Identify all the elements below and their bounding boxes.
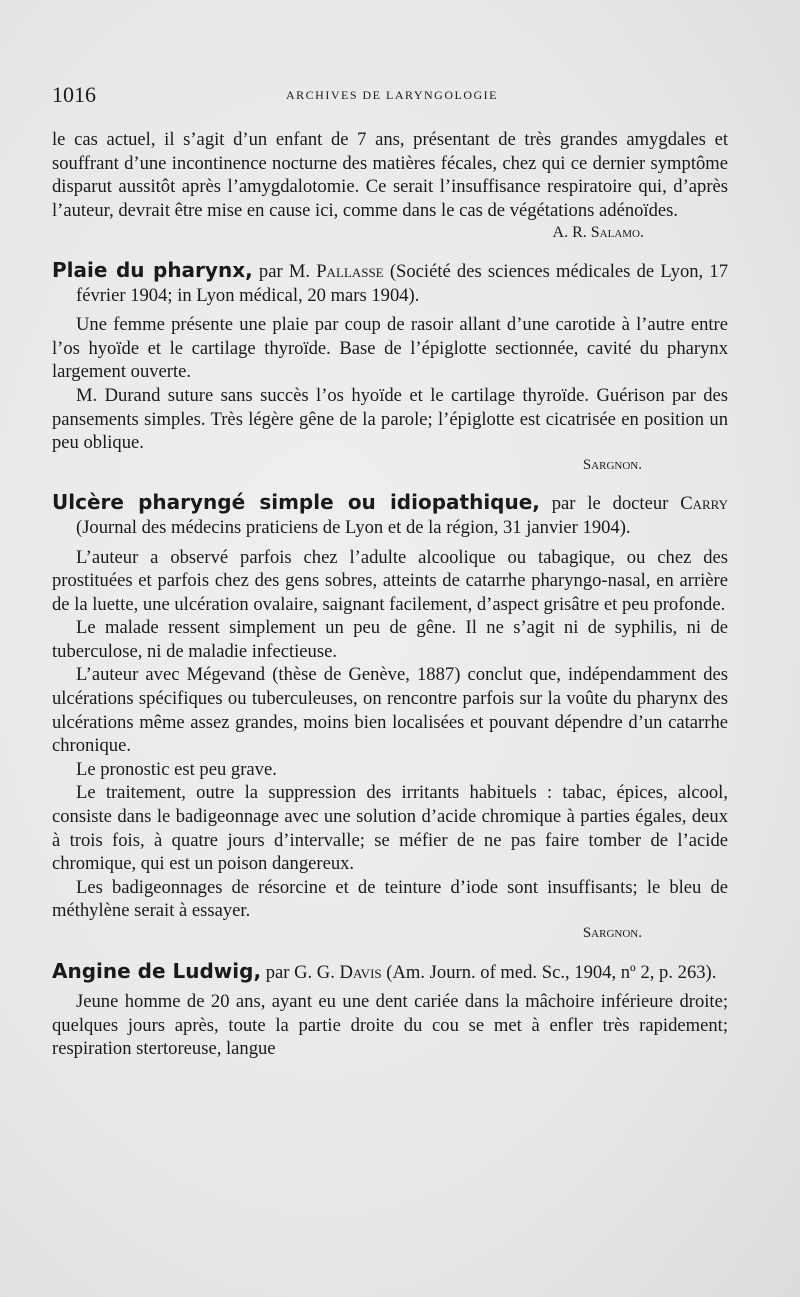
article-signature: Sargnon. [582,456,642,473]
article-title: Plaie du pharynx, [52,257,253,282]
intro-signature: A. R. Salamo. [552,224,644,242]
article-paragraph: M. Durand suture sans succès l’os hyoïde et le cartilage thyroïde. Guérison par des pansements simples. Très légère gêne de la parole; l’épiglotte est cicatrisée en position un peu oblique. [52,384,728,454]
article-paragraph: Le malade ressent simplement un peu de gêne. Il ne s’agit ni de syphilis, ni de tuberculose, ni de maladie infectieuse. [52,617,728,662]
article-paragraph: Les badigeonnages de résorcine et de teinture d’iode sont insuffisants; le bleu de méthylène serait à essayer. [52,876,728,922]
article-paragraph: L’auteur avec Mégevand (thèse de Genève, 1887) conclut que, indépendamment des ulcérations spécifiques ou tuberculeuses, on rencontre parfois sur la voûte du pharynx des ulcérations même assez grandes, moins bien localisées et pouvant dépendre d’un catarrhe chronique. [52,664,728,757]
article-title: Angine de Ludwig, [52,958,262,983]
article-heading [52,491,728,539]
article-author: Carry [680,493,728,515]
running-title: ARCHIVES DE LARYNGOLOGIE [286,88,498,102]
article-signature: Sargnon. [582,925,642,941]
article-paragraph: Le pronostic est peu grave. [76,758,277,780]
article-title: Ulcère pharyngé simple ou idiopathique, [52,490,540,515]
article-author: Davis [339,961,382,983]
article-paragraph: Une femme présente une plaie par coup de rasoir allant d’une carotide à l’autre entre l’os hyoïde et le cartilage thyroïde. Base de l’épiglotte sectionnée, cavité du pharynx largement ouverte. [52,314,728,383]
article-paragraph: Jeune homme de 20 ans, ayant eu une dent cariée dans la mâchoire inférieure droite; quelques jours après, toute la partie droite du cou se met à enfler très rapidement; respiration stertoreuse, langue [52,991,728,1060]
article-paragraph: L’auteur a observé parfois chez l’adulte alcoolique ou tabagique, ou chez des prostituées et parfois chez des gens sobres, atteints de catarrhe pharyngo-nasal, en arrière de la luette, une ulcération ovalaire, saignant facilement, d’aspect grisâtre et peu profonde. [52,546,728,615]
article-source: (Am. Journ. of med. Sc., 1904, nº 2, p. 263). [381,961,717,983]
article-heading [52,259,728,307]
article-by: par le docteur [539,493,681,515]
page-number: 1016 [52,82,96,107]
article-by: par G. G. [261,961,340,983]
page-header [52,82,732,114]
article-paragraph: Le traitement, outre la suppression des irritants habituels : tabac, épices, alcool, consiste dans le badigeonnage avec une solution d’acide chromique à parties égales, deux à trois fois, à quatre jours d’intervalle; se méfier de ne pas faire tomber de l’acide chromique, qui est un poison dangereux. [52,782,728,875]
article-author: Pallasse [316,260,384,282]
intro-paragraph: le cas actuel, il s’agit d’un enfant de 7 ans, présentant de très grandes amygdales et souffrant d’une incontinence nocturne des matières fécales, chez qui ce dernier symptôme disparut aussitôt après l’amygdalotomie. Ce serait l’insuffisance respiratoire qui, d’après l’auteur, devrait être mise en cause ici, comme dans le cas de végétations adénoïdes. [52,129,728,221]
article-source: (Société des sciences médicales de Lyon, 17 février 1904; in Lyon médical, 20 mars 1904). [76,260,728,306]
article-source: (Journal des médecins praticiens de Lyon et de la région, 31 janvier 1904). [76,516,631,538]
article-heading [52,960,728,985]
page-body [52,128,728,1061]
article-by: par M. [252,260,317,282]
